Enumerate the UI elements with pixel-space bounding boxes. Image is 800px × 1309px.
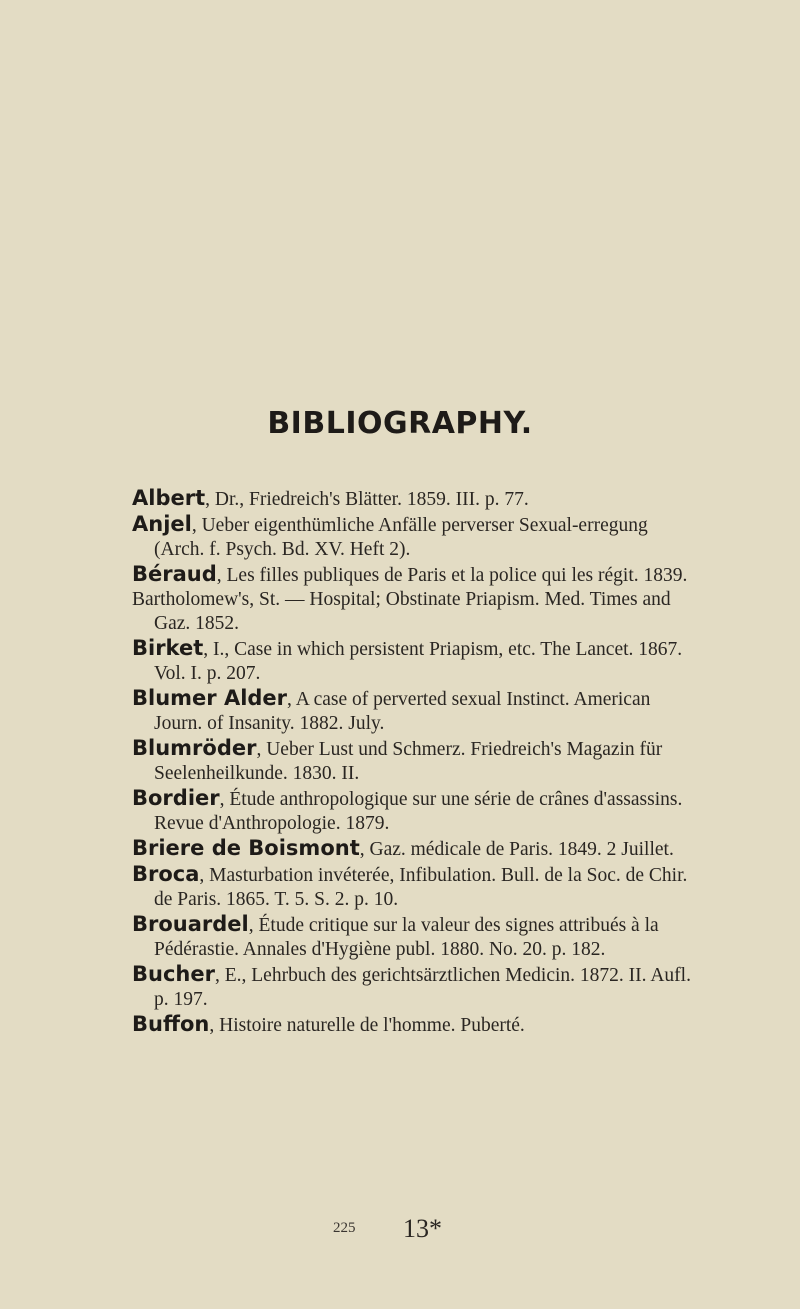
entry-text: , A case of perverted sexual Instinct. American Journ. of Insanity. 1882. July. <box>154 689 651 734</box>
entry-text: , Dr., Friedreich's Blätter. 1859. III. p. 77. <box>205 489 529 510</box>
page-footer <box>333 1214 653 1243</box>
entry-author: Bordier <box>132 786 220 810</box>
entry-text: , Les filles publiques de Paris et la police qui les régit. 1839. <box>216 565 688 586</box>
bibliography-entry <box>132 588 692 636</box>
entry-author: Anjel <box>132 512 192 536</box>
bibliography-entry <box>132 686 692 736</box>
entry-text: , Gaz. médicale de Paris. 1849. 2 Juillet. <box>359 839 674 860</box>
bibliography-entry <box>132 736 692 786</box>
entry-text: , Ueber eigenthümliche Anfälle perverser Sexual-erregung (Arch. f. Psych. Bd. XV. Heft 2). <box>154 515 648 560</box>
page-title: BIBLIOGRAPHY. <box>267 406 533 441</box>
entry-author: Briere de Boismont <box>132 836 360 860</box>
page-number: 225 <box>333 1220 356 1236</box>
bibliography-entry <box>132 786 692 836</box>
entry-author: Birket <box>132 636 204 660</box>
bibliography-entry <box>132 962 692 1012</box>
entry-author: Brouardel <box>132 912 249 936</box>
entry-text: , Histoire naturelle de l'homme. Puberté. <box>209 1015 525 1036</box>
bibliography-list <box>132 486 692 1038</box>
entry-author: Buffon <box>132 1012 210 1036</box>
bibliography-entry <box>132 562 692 588</box>
bibliography-entry <box>132 1012 692 1038</box>
entry-text: , I., Case in which persistent Priapism, etc. The Lancet. 1867. Vol. I. p. 207. <box>154 639 683 684</box>
bibliography-entry <box>132 486 692 512</box>
entry-author: Bucher <box>132 962 215 986</box>
entry-text: , Ueber Lust und Schmerz. Friedreich's Magazin für Seelenheilkunde. 1830. II. <box>154 739 663 784</box>
entry-text: , Étude critique sur la valeur des signes attribués à la Pédérastie. Annales d'Hygiène publ. 1880. No. 20. p. 182. <box>154 915 659 960</box>
entry-author: Blumer Alder <box>132 686 288 710</box>
bibliography-entry <box>132 862 692 912</box>
bibliography-entry <box>132 836 692 862</box>
entry-author: Broca <box>132 862 200 886</box>
entry-author: Blumröder <box>132 736 257 760</box>
entry-text: , St. — Hospital; Obstinate Priapism. Med. Times and Gaz. 1852. <box>154 589 671 634</box>
entry-author: Bartholomew's <box>132 589 250 610</box>
entry-author: Albert <box>132 486 206 510</box>
signature-mark: 13* <box>403 1214 442 1243</box>
entry-text: , Masturbation invéterée, Infibulation. Bull. de la Soc. de Chir. de Paris. 1865. T. 5. S. 2. p. 10. <box>154 865 688 910</box>
entry-author: Béraud <box>132 562 217 586</box>
entry-text: , E., Lehrbuch des gerichtsärztlichen Medicin. 1872. II. Aufl. p. 197. <box>154 965 691 1010</box>
bibliography-entry <box>132 912 692 962</box>
bibliography-entry <box>132 636 692 686</box>
entry-text: , Étude anthropologique sur une série de crânes d'assassins. Revue d'Anthropologie. 1879. <box>154 789 683 834</box>
bibliography-entry <box>132 512 692 562</box>
